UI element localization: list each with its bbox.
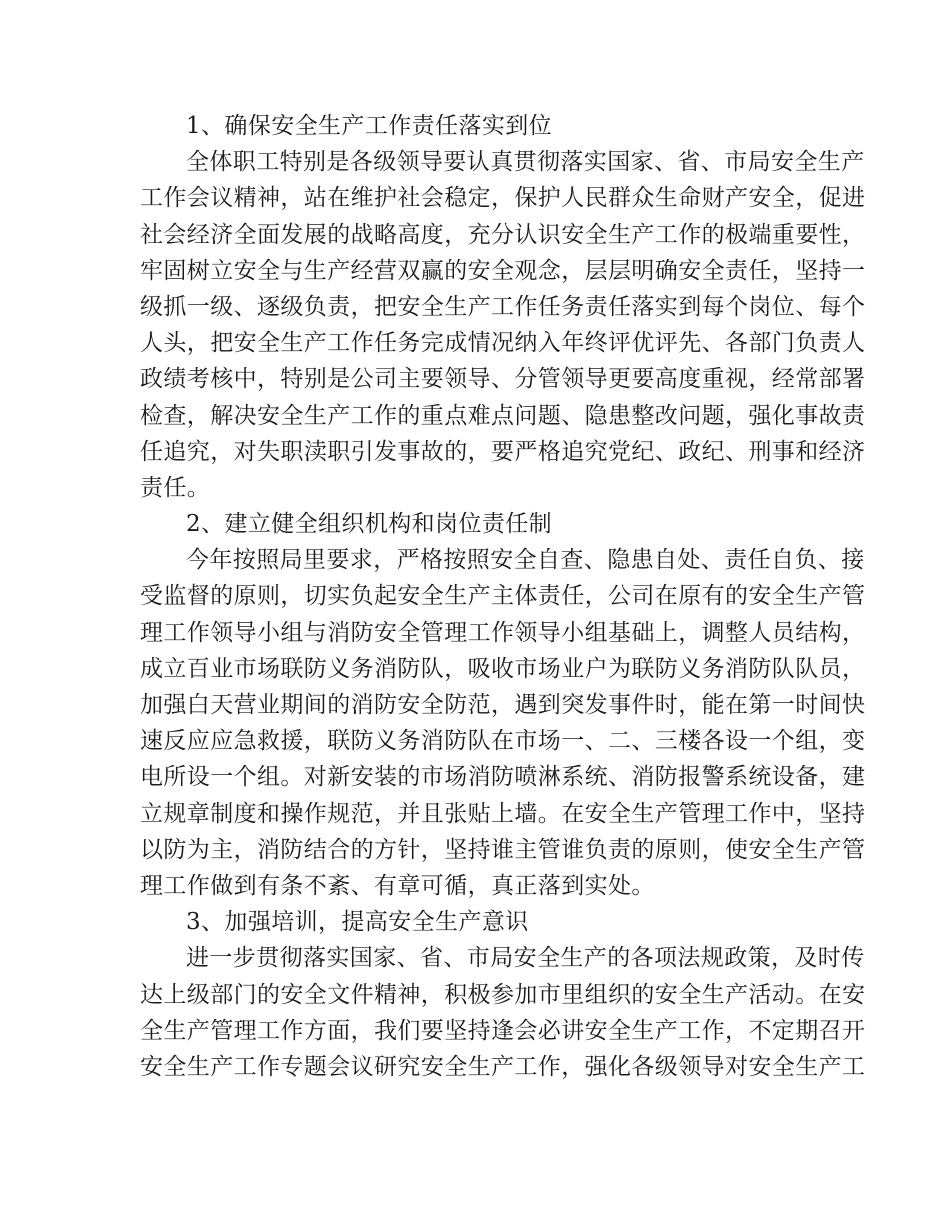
document-body (140, 108, 866, 1085)
paragraph-line: 安全生产工作专题会议研究安全生产工作，强化各级领导对安全生产工 (140, 1053, 866, 1080)
paragraph-line: 检查，解决安全生产工作的重点难点问题、隐患整改问题，强化事故责 (140, 402, 866, 429)
paragraph-line: 受监督的原则，切实负起安全生产主体责任，公司在原有的安全生产管 (140, 583, 866, 610)
paragraph-line: 社会经济全面发展的战略高度，充分认识安全生产工作的极端重要性， (140, 221, 866, 248)
paragraph-line: 级抓一级、逐级负责，把安全生产工作任务责任落实到每个岗位、每个 (140, 293, 866, 320)
paragraph-line: 进一步贯彻落实国家、省、市局安全生产的各项法规政策，及时传 (186, 945, 865, 972)
section-3 (140, 904, 866, 1085)
paragraph-line: 立规章制度和操作规范，并且张贴上墙。在安全生产管理工作中，坚持 (140, 800, 866, 827)
paragraph-line: 理工作领导小组与消防安全管理工作领导小组基础上，调整人员结构， (140, 619, 866, 646)
paragraph-line: 电所设一个组。对新安装的市场消防喷淋系统、消防报警系统设备，建 (140, 764, 866, 791)
paragraph-line: 加强白天营业期间的消防安全防范，遇到突发事件时，能在第一时间快 (140, 692, 866, 718)
paragraph-line: 速反应应急救援，联防义务消防队在市场一、二、三楼各设一个组，变 (140, 728, 866, 755)
paragraph-line: 牢固树立安全与生产经营双赢的安全观念，层层明确安全责任，坚持一 (140, 257, 866, 284)
paragraph-line: 责任。 (140, 474, 211, 501)
paragraph-line: 全体职工特别是各级领导要认真贯彻落实国家、省、市局安全生产 (186, 149, 865, 176)
section-1 (140, 108, 866, 506)
paragraph-line: 工作会议精神，站在维护社会稳定，保护人民群众生命财产安全，促进 (140, 185, 866, 212)
paragraph-line: 成立百业市场联防义务消防队，吸收市场业户为联防义务消防队队员， (140, 655, 866, 682)
section-2 (140, 506, 866, 904)
section-heading: 1、确保安全生产工作责任落实到位 (186, 113, 553, 139)
paragraph-line: 政绩考核中，特别是公司主要领导、分管领导更要高度重视，经常部署 (140, 366, 866, 393)
paragraph-line: 达上级部门的安全文件精神，积极参加市里组织的安全生产活动。在安 (140, 981, 866, 1008)
section-heading: 3、加强培训，提高安全生产意识 (186, 909, 529, 936)
paragraph-line: 任追究，对失职渎职引发事故的，要严格追究党纪、政纪、刑事和经济 (140, 438, 866, 465)
paragraph-line: 人头，把安全生产工作任务完成情况纳入年终评优评先、各部门负责人 (140, 330, 866, 357)
paragraph-line: 理工作做到有条不紊、有章可循，真正落到实处。 (140, 872, 655, 899)
paragraph-line: 以防为主，消防结合的方针，坚持谁主管谁负责的原则，使安全生产管 (140, 836, 866, 863)
paragraph-line: 全生产管理工作方面，我们要坚持逢会必讲安全生产工作，不定期召开 (140, 1017, 866, 1044)
paragraph-line: 今年按照局里要求，严格按照安全自查、隐患自处、责任自负、接 (186, 547, 865, 574)
section-heading: 2、建立健全组织机构和岗位责任制 (186, 511, 553, 538)
